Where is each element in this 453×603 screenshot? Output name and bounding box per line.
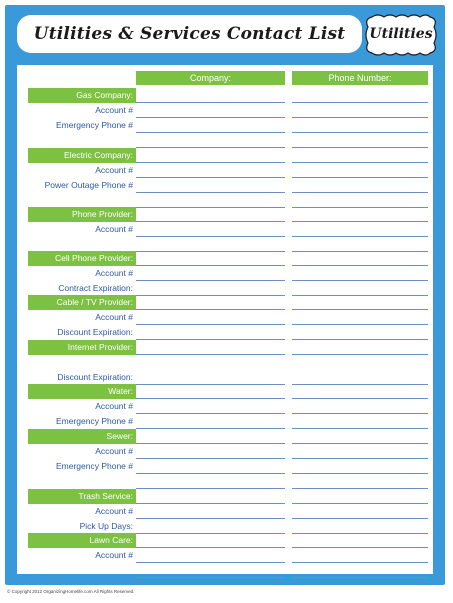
form-row <box>0 370 453 385</box>
section-header-row <box>0 489 453 504</box>
section-header-row <box>0 429 453 444</box>
company-line[interactable] <box>136 489 285 504</box>
company-line[interactable] <box>136 504 285 519</box>
section-header-row <box>0 384 453 399</box>
phone-line[interactable] <box>292 474 428 489</box>
phone-line[interactable] <box>292 444 428 459</box>
company-column-header: Company: <box>136 71 285 85</box>
company-line[interactable] <box>136 251 285 266</box>
section-label: Trash Service: <box>28 489 136 504</box>
form-row <box>0 310 453 325</box>
section-header-row <box>0 340 453 355</box>
phone-line[interactable] <box>292 237 428 252</box>
field-label <box>28 563 136 578</box>
phone-line[interactable] <box>292 163 428 178</box>
company-line[interactable] <box>136 193 285 208</box>
field-label: Pick Up Days: <box>79 521 133 531</box>
form-row <box>0 281 453 296</box>
phone-line[interactable] <box>292 489 428 504</box>
company-line[interactable] <box>136 118 285 133</box>
form-row <box>0 222 453 237</box>
section-label: Internet Provider: <box>28 340 136 355</box>
phone-line[interactable] <box>292 504 428 519</box>
phone-line[interactable] <box>292 193 428 208</box>
form-row <box>0 399 453 414</box>
phone-line[interactable] <box>292 88 428 103</box>
company-line[interactable] <box>136 533 285 548</box>
phone-line[interactable] <box>292 429 428 444</box>
company-line[interactable] <box>136 222 285 237</box>
form-row <box>0 504 453 519</box>
form-row <box>0 103 453 118</box>
company-line[interactable] <box>136 237 285 252</box>
phone-line[interactable] <box>292 281 428 296</box>
company-line[interactable] <box>136 519 285 534</box>
section-header-row <box>0 533 453 548</box>
field-label: Account # <box>95 268 133 278</box>
field-label: Discount Expiration: <box>57 372 133 382</box>
company-line[interactable] <box>136 548 285 563</box>
field-label: Account # <box>95 446 133 456</box>
form-row <box>0 193 453 208</box>
company-line[interactable] <box>136 295 285 310</box>
section-label: Water: <box>28 384 136 399</box>
form-row <box>0 459 453 474</box>
company-line[interactable] <box>136 163 285 178</box>
field-label: Emergency Phone # <box>55 120 133 130</box>
section-label: Cell Phone Provider: <box>28 251 136 266</box>
form-row <box>0 563 453 578</box>
phone-line[interactable] <box>292 370 428 385</box>
phone-line[interactable] <box>292 519 428 534</box>
company-line[interactable] <box>136 444 285 459</box>
company-line[interactable] <box>136 414 285 429</box>
company-line[interactable] <box>136 207 285 222</box>
section-label: Lawn Care: <box>28 533 136 548</box>
form-row <box>0 163 453 178</box>
field-label: Account # <box>95 165 133 175</box>
field-label: Discount Expiration: <box>57 327 133 337</box>
field-label <box>28 133 136 148</box>
section-header-row <box>0 207 453 222</box>
company-line[interactable] <box>136 310 285 325</box>
form-row <box>0 444 453 459</box>
copyright-notice: © Copyright 2012 OrganizingHomelife.com All Rights Reserved. <box>7 589 135 594</box>
section-label: Electric Company: <box>28 148 136 163</box>
section-label: Gas Company: <box>28 88 136 103</box>
utilities-badge <box>364 13 438 57</box>
form-row <box>0 133 453 148</box>
phone-line[interactable] <box>292 399 428 414</box>
field-label: Contract Expiration: <box>58 283 133 293</box>
phone-line[interactable] <box>292 103 428 118</box>
phone-line[interactable] <box>292 563 428 578</box>
company-line[interactable] <box>136 340 285 355</box>
company-line[interactable] <box>136 474 285 489</box>
field-label: Account # <box>95 224 133 234</box>
section-label: Sewer: <box>28 429 136 444</box>
phone-line[interactable] <box>292 384 428 399</box>
company-line[interactable] <box>136 88 285 103</box>
field-label: Account # <box>95 312 133 322</box>
company-line[interactable] <box>136 459 285 474</box>
section-header-row <box>0 88 453 103</box>
phone-line[interactable] <box>292 414 428 429</box>
field-label: Power Outage Phone # <box>44 180 133 190</box>
form-row <box>0 519 453 534</box>
phone-line[interactable] <box>292 548 428 563</box>
phone-line[interactable] <box>292 222 428 237</box>
phone-line[interactable] <box>292 533 428 548</box>
form-row <box>0 237 453 252</box>
phone-line[interactable] <box>292 295 428 310</box>
page-title: Utilities & Services Contact List <box>33 24 346 44</box>
form-row <box>0 548 453 563</box>
form-row <box>0 266 453 281</box>
section-label: Cable / TV Provider: <box>28 295 136 310</box>
form-row <box>0 178 453 193</box>
company-line[interactable] <box>136 148 285 163</box>
title-box <box>17 15 362 53</box>
field-label: Account # <box>95 506 133 516</box>
field-label: Account # <box>95 550 133 560</box>
company-line[interactable] <box>136 133 285 148</box>
phone-line[interactable] <box>292 310 428 325</box>
badge-label: Utilities <box>369 26 433 42</box>
phone-line[interactable] <box>292 459 428 474</box>
form-row <box>0 118 453 133</box>
company-line[interactable] <box>136 384 285 399</box>
company-line[interactable] <box>136 325 285 340</box>
company-line[interactable] <box>136 370 285 385</box>
form-row <box>0 414 453 429</box>
phone-line[interactable] <box>292 325 428 340</box>
field-label <box>28 474 136 489</box>
company-line[interactable] <box>136 563 285 578</box>
section-label: Phone Provider: <box>28 207 136 222</box>
phone-line[interactable] <box>292 207 428 222</box>
company-line[interactable] <box>136 266 285 281</box>
field-label: Emergency Phone # <box>55 461 133 471</box>
section-header-row <box>0 295 453 310</box>
phone-line[interactable] <box>292 251 428 266</box>
field-label <box>28 193 136 208</box>
field-label: Emergency Phone # <box>55 416 133 426</box>
phone-line[interactable] <box>292 133 428 148</box>
phone-line[interactable] <box>292 266 428 281</box>
company-line[interactable] <box>136 399 285 414</box>
form-row <box>0 474 453 489</box>
section-header-row <box>0 148 453 163</box>
company-line[interactable] <box>136 429 285 444</box>
company-line[interactable] <box>136 178 285 193</box>
field-label: Account # <box>95 401 133 411</box>
section-header-row <box>0 251 453 266</box>
phone-line[interactable] <box>292 178 428 193</box>
phone-line[interactable] <box>292 340 428 355</box>
phone-line[interactable] <box>292 148 428 163</box>
phone-column-header: Phone Number: <box>292 71 428 85</box>
phone-line[interactable] <box>292 118 428 133</box>
field-label: Account # <box>95 105 133 115</box>
company-line[interactable] <box>136 281 285 296</box>
field-label <box>28 237 136 252</box>
form-row <box>0 325 453 340</box>
company-line[interactable] <box>136 103 285 118</box>
